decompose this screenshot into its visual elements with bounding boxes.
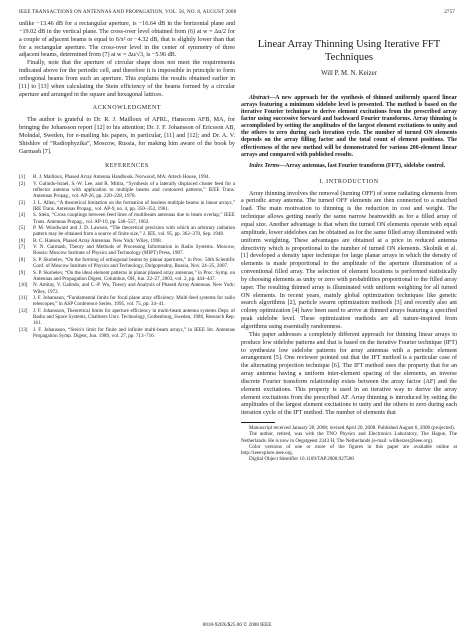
reference-label: [3] — [19, 199, 25, 206]
reference-text: S. P. Skobelev, “On the forming of orthogonal beams by planar apertures,” in Proc. 50th Scientific Conf. of Moscow Institute of Physics and Technology, Dolgoprudny, Russia, Nov. 24–25, 2007. — [33, 256, 235, 270]
reference-label: [10] — [19, 282, 28, 289]
reference-label: [7] — [19, 244, 25, 251]
continued-paragraph-2: Finally, note that the aperture of circular shape does not meet the requirements indicated above for the periodic cell, and therefore it is impossible in principle to form orthogonal beams from such an aperture. This explains the results obtained earlier in [11] to [13] when calculating the Stein efficiency of the beams formed by a circular aperture and arranged in the square and hexagonal lattices. — [19, 60, 235, 98]
copyright-footer: 0018-926X/$25.00 © 2008 IEEE — [202, 622, 272, 628]
reference-label: [13] — [19, 326, 28, 333]
reference-item — [19, 244, 235, 257]
index-terms-text: Array antennas, fast Fourier transform (FFT), sidelobe control. — [285, 162, 446, 169]
reference-text: R. C. Hansen, Phased Array Antennas. New York: Wiley, 1998. — [33, 237, 162, 244]
running-head — [19, 9, 455, 15]
reference-item — [19, 225, 235, 238]
reference-item — [19, 327, 235, 340]
reference-item — [19, 212, 235, 225]
reference-item — [19, 282, 235, 295]
journal-name: IEEE TRANSACTIONS ON ANTENNAS AND PROPAGATION, VOL. 56, NO. 8, AUGUST 2008 — [19, 9, 237, 15]
reference-text: S. P. Skobelev, “On the ideal element patterns in planar phased array antennas,” in Proc. Symp. on Antennas and Propagation Digest, Columbus, OH, Jun. 22–27, 2003, vol. 2, pp. 444–447. — [33, 269, 235, 282]
reference-label: [12] — [19, 307, 28, 314]
reference-label: [4] — [19, 212, 25, 219]
reference-text: R. J. Mailloux, Phased Array Antenna Handbook. Norwood, MA: Artech House, 1994. — [33, 174, 210, 181]
footnote-manuscript: Manuscript received January 28, 2008; revised April 20, 2008. Published August 6, 2008 (projected). — [249, 425, 455, 432]
abstract — [241, 95, 457, 159]
references-heading: REFERENCES — [105, 162, 149, 169]
footnote-color-versions: Color versions of one or more of the figures in this paper are available online at http://ieeexplore.ieee.org. — [241, 443, 457, 456]
left-column — [19, 21, 235, 339]
right-column — [241, 21, 457, 462]
reference-text: J. F. Johansson, Theoretical limits for aperture efficiency in multi-beam antenna systems Dept. of Radio and Space Systems, Chalmers Univ. Technology, Gothenburg, Sweden, 1988, Research Rep. 161. — [33, 307, 235, 327]
reference-label: [6] — [19, 237, 25, 244]
reference-label: [2] — [19, 180, 25, 187]
author-name: Will P. M. N. Keizer — [321, 70, 377, 77]
footnote-affiliation: The author, retired, was with the TNO Physics and Electronics Laboratory, The Hague, The Netherlands. He is now in Oegstgeest 2343 H, The Netherlands (e-mail: willkeizer@ieee.org). — [241, 431, 457, 444]
abstract-text: A new approach for the synthesis of thinned uniformly spaced linear arrays featuring a minimum sidelobe level is presented. The method is based on the iterative Fourier technique to derive element excitations from the prescribed array factor using successive forward and backward Fourier transforms. Array thinning is accomplished by setting the amplitudes of the largest element excitations to unity and the others to zero during each iteration cycle. The number of turned ON elements depends on the array filling factor and the total count of element positions. The effectiveness of the new method will be demonstrated for various 200-element linear arrays and compared with published results. — [241, 94, 457, 158]
reference-text: V. N. Garmash, Theory and Methods of Processing Information in Radio Systems. Moscow, Russia: Moscow Institute of Physics and Technology (MIPT) Press, 1987. — [33, 244, 235, 257]
paper-title: Linear Array Thinning Using Iterative FFT Techniques — [257, 39, 441, 63]
reference-label: [5] — [19, 225, 25, 232]
reference-text: P. M. Woodward and J. D. Lawson, “The theoretical precision with which an arbitrary radiation pattern may be obtained from a source of finite size,” J. IEE, vol. 95, pp. 362–370, Sep. 1948. — [33, 225, 235, 238]
reference-text: J. F. Johansson, “Stein’s limit for finite and infinite multi-beam arrays,” in IEEE Int. Antennas Propagation Symp. Digest, Jun. 1989, vol. 27, pp. 713–716. — [33, 326, 235, 339]
page-number: 2757 — [444, 9, 455, 15]
index-terms-label: Index Terms— — [249, 162, 286, 169]
reference-text: S. Stein, “Cross couplings between feed lines of multibeam antennas due to beam overlap,” IEEE Trans. Antennas Propag., vol. AP-10, pp. 548–557, 1962. — [33, 212, 235, 225]
introduction-paragraph-1: Array thinning involves the removal (turning OFF) of some radiating elements from a periodic array antenna. The turned OFF elements are then connected to a matched load. The main motivation to thinning is the reduction in cost and weight. The technique allows getting nearly the same narrow beamwidth as for a filled array of equal size. Another advantage is that when the turned ON elements operate with equal amplitude, lower sidelobes can be obtained as for the same filled array illuminated with uniform weighting. These advantages are obtained at a price in reduced antenna directivity which is proportional to the number of turned ON elements. Skolnik et al. [1] developed a density taper technique for large planar arrays in which the density of elements is made proportional to the amplitude of the aperture illumination of a conventional filled array. The selection of element locations is performed statistically by choosing elements as unity or zero with probabilities proportional to the filled array taper. The resulting thinned array is illuminated with uniform weighting for all turned ON elements. In recent years, mainly global optimization techniques like genetic search algorithms [2], particle swarm optimization methods [3] and recently also ant colony optimization [4] have been used to arrive at thinned arrays featuring a specified peak sidelobe level. These optimization methods are all nature-inspired from algorithms using essentially randomness. — [241, 190, 457, 330]
reference-label: [11] — [19, 294, 28, 301]
introduction-paragraph-2: This paper addresses a completely different approach for thinning linear arrays to produce low sidelobe patterns and that is based on the iterative Fourier technique (IFT) to synthesize low sidelobe patterns for array antennas with a periodic element arrangement [5]. One reviewer pointed out that the IFT method is a particular case of the alternating projection technique [6]. The IFT method uses the property that for an array antenna having a uniform inter-element spacing of the elements, an inverse discrete Fourier transform relationship exists between the array factor (AF) and the element excitations. This property is used in an iterative way to derive the array element excitations from the prescribed AF. Array thinning is introduced by setting the amplitudes of the largest element excitations to unity and the others to zero during each iteration cycle of the IFT method. The number of elements that — [241, 331, 457, 417]
introduction-heading: I. INTRODUCTION — [319, 178, 379, 185]
reference-item — [19, 295, 235, 308]
reference-label: [1] — [19, 174, 25, 181]
acknowledgment-text: The author is grateful to Dr. R. J. Mailloux of AFRL, Hanscom AFB, MA, for bringing the Johansson report [12] to his attention; Dr. J. F. Johansson of Ericsson AB, Molndal, Sweden, for e-mailing his papers, in particular, [11] and [12]; and Dr. A. V. Shishlov of “Radiophyzika”, Moscow, Russia, for making him aware of the book by Garmash [7]. — [19, 117, 235, 155]
acknowledgment-heading: ACKNOWLEDGMENT — [92, 105, 162, 112]
reference-label: [9] — [19, 269, 25, 276]
footnote-divider — [241, 422, 275, 423]
reference-text: N. Amitay, V. Galindo, and C.-P. Wu, Theory and Analysis of Phased Array Antennas. New York: Wiley, 1972. — [33, 282, 235, 295]
abstract-label: Abstract— — [249, 94, 276, 101]
reference-item — [19, 200, 235, 213]
reference-item — [19, 308, 235, 327]
reference-item — [19, 257, 235, 270]
reference-text: J. L. Allen, “A theoretical limitation on the formation of lossless multiple beams in linear arrays,” IRE Trans. Antennas Propag., vol. AP-9, no. 4, pp. 350–352, 1961. — [33, 199, 235, 213]
reference-item — [19, 270, 235, 283]
continued-paragraph-1: unlike −13.46 dB for a rectangular aperture, is −16.64 dB in the horizontal plane and −19.02 dB in the vertical plane. The cross-over level obtained from (6) at w = Δu/2 for a couple of adjacent beams is equal to 6/π² or −4.32 dB, that is slightly lower than that for a rectangular aperture. The cross-over level in the center of symmetry of three adjacent beams, determined from (7) at w = Δu/√3, is −5.96 dB. — [19, 21, 235, 59]
reference-text: J. F. Johansson, “Fundamental limits for focal plane array efficiency. Multi-feed systems for radio telescopes,” in ASP Conference Series, 1995, vol. 75, pp. 34–41. — [33, 294, 235, 308]
title-block — [241, 38, 457, 78]
reference-label: [8] — [19, 256, 25, 263]
index-terms — [241, 163, 457, 170]
reference-text: V. Galindo-Israel, S.-W. Lee, and R. Mittra, “Synthesis of a laterally displaced cluster feed for a reflector antenna with application to multiple beams and contoured patterns,” IEEE Trans. Antennas Propag., vol. AP-26, pp. 220–228, 1978. — [33, 180, 235, 200]
reference-list — [19, 174, 235, 339]
reference-item — [19, 181, 235, 200]
footnote-doi: Digital Object Identifier 10.1109/TAP.2008.927580 — [249, 456, 354, 463]
